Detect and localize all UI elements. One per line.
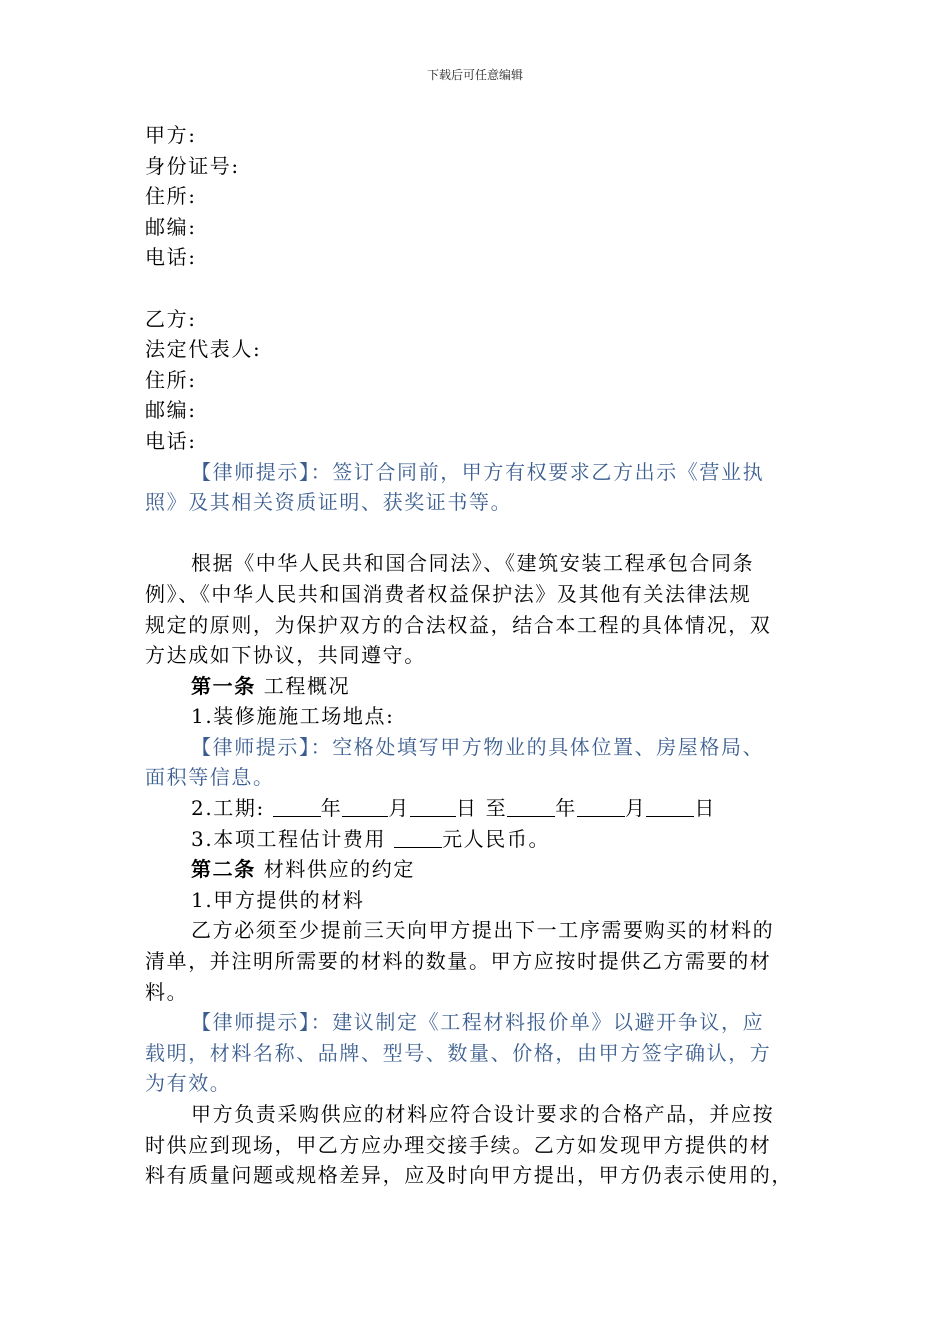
start-year-unit: 年 [320,796,343,821]
article-1-number: 第一条 [191,673,256,698]
article-1-item-2-duration [145,793,810,824]
article-2-para-1-line-1: 乙方必须至少提前三天向甲方提出下一工序需要购买的材料的 [191,918,775,943]
end-day-unit: 日 [694,796,717,821]
duration-label: 2.工期: [191,796,265,821]
lawyer-tip-3-line-2: 载明，材料名称、品牌、型号、数量、价格，由甲方签字确认，方 [145,1040,772,1065]
end-day-blank[interactable] [646,796,694,817]
preamble-line-4: 方达成如下协议，共同遵守。 [145,643,426,668]
article-2-para-1-line-2: 清单，并注明所需要的材料的数量。甲方应按时提供乙方需要的材 [145,949,772,974]
party-b-postcode-label: 邮编: [145,398,197,423]
article-2-para-1-line-3: 料。 [145,979,189,1004]
section-gap [145,273,810,304]
start-day-unit: 日 [456,796,478,821]
lawyer-tip-1-line-1: 【律师提示】：签订合同前，甲方有权要求乙方出示《营业执 [191,459,765,484]
lawyer-tip-2-line-2: 面积等信息。 [145,765,275,790]
party-a-name-label: 甲方: [145,123,197,147]
lawyer-tip-3-line-1: 【律师提示】：建议制定《工程材料报价单》以避开争议，应 [191,1010,765,1035]
article-2-heading-line [145,854,810,885]
start-day-blank[interactable] [410,796,456,817]
page-header: 下载后可任意编辑 [426,68,523,82]
party-b-phone-label: 电话: [145,428,197,453]
article-2-para-2-line-2: 时供应到现场，甲乙方应办理交接手续。乙方如发现甲方提供的材 [145,1132,772,1157]
start-month-blank[interactable] [342,796,388,817]
section-gap [145,518,810,549]
lawyer-tip-2-line-1: 【律师提示】：空格处填写甲方物业的具体位置、房屋格局、 [191,734,765,759]
article-1-item-1: 1.装修施施工场地点: [191,704,395,729]
cost-blank[interactable] [394,827,442,848]
preamble-line-2: 例》、《中华人民共和国消费者权益保护法》及其他有关法律法规 [145,581,752,606]
party-a-postcode-label: 邮编: [145,214,197,239]
cost-label: 3.本项工程估计费用 [191,826,387,851]
cost-suffix: 元人民币。 [442,826,551,851]
preamble-line-1: 根据《中华人民共和国合同法》、《建筑安装工程承包合同条 [191,551,755,576]
party-a-address-label: 住所: [145,184,197,209]
article-1-heading-line [145,671,810,702]
lawyer-tip-3-line-3: 为有效。 [145,1071,232,1096]
start-year-blank[interactable] [273,796,321,817]
end-month-blank[interactable] [577,796,625,817]
end-month-unit: 月 [624,796,647,821]
article-1-title: 工程概况 [263,673,351,698]
article-2-item-1: 1.甲方提供的材料 [191,887,365,912]
end-year-unit: 年 [555,796,577,821]
preamble-line-3: 规定的原则，为保护双方的合法权益，结合本工程的具体情况，双 [145,612,772,637]
article-2-para-2-line-1: 甲方负责采购供应的材料应符合设计要求的合格产品，并应按 [191,1102,775,1126]
to-word: 至 [485,796,508,821]
party-a-phone-label: 电话: [145,245,197,270]
party-a-id-label: 身份证号: [145,153,240,178]
end-year-blank[interactable] [507,796,555,817]
article-2-title: 材料供应的约定 [263,857,415,882]
article-2-para-2-line-3: 料有质量问题或规格差异，应及时向甲方提出，甲方仍表示使用的， [145,1163,793,1188]
party-b-name-label: 乙方: [145,306,197,331]
contract-body [145,120,810,1191]
article-1-item-3-cost [145,824,810,855]
party-b-rep-label: 法定代表人: [145,337,262,362]
start-month-unit: 月 [388,796,411,821]
party-b-address-label: 住所: [145,367,197,392]
article-2-number: 第二条 [191,857,256,882]
lawyer-tip-1-line-2: 照》及其相关资质证明、获奖证书等。 [145,490,513,515]
